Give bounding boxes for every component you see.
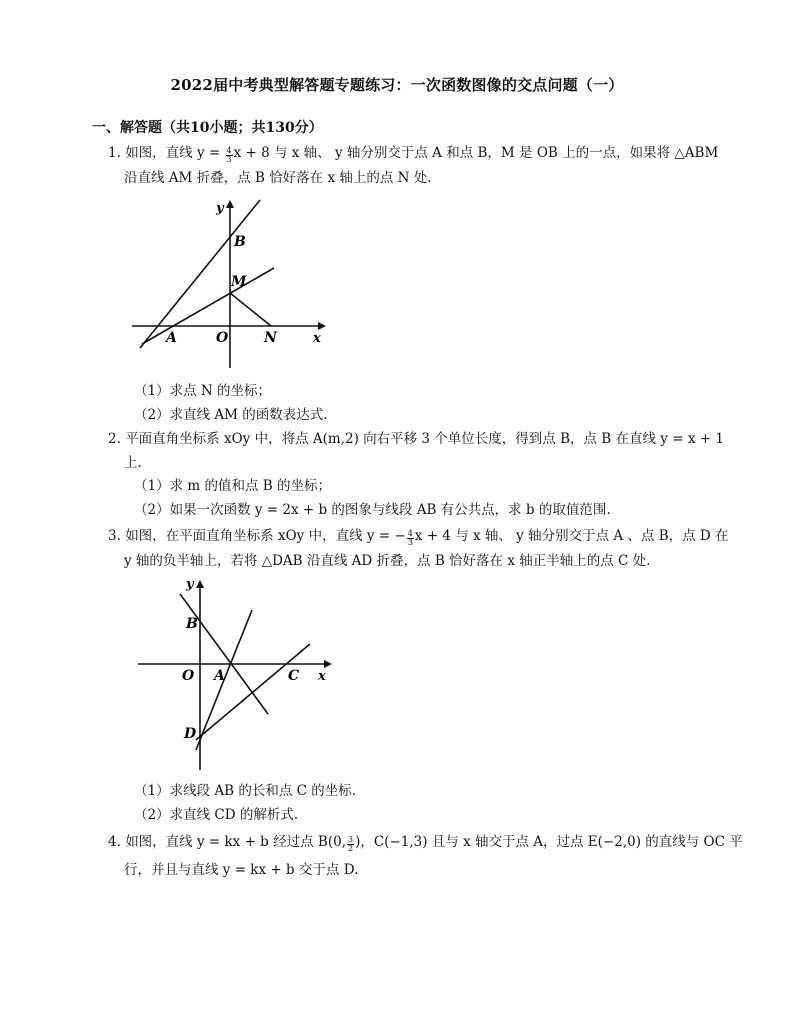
q3-line-1 [108,526,729,547]
q1-line-AM [142,268,274,344]
q1-sub-2: （2）求直线 AM 的函数表达式. [134,407,328,423]
q1-x-arrow [318,322,326,330]
section-heading: 一、解答题（共10小题；共130分） [92,120,323,136]
q3-text-a: 如图，在平面直角坐标系 xOy 中，直线 y = − [125,528,406,544]
q2-text-1: 平面直角坐标系 xOy 中，将点 A(m,2) 向右平移 3 个单位长度，得到点 B，点 B 在直线 y = x + 1 [125,431,724,447]
q4-frac-num: 3 [347,835,354,844]
q4-fraction [347,836,354,853]
q4-number: 4. [108,834,121,850]
q1-label-x: x [313,331,321,346]
q1-label-M: M [231,274,247,290]
q3-label-x: x [318,669,326,684]
q3-label-C: C [288,668,300,684]
q1-label-y: y [216,201,224,216]
q3-number: 3. [108,528,121,544]
q3-y-arrow [196,580,204,588]
q2-line-2: 上. [124,455,142,471]
q1-label-O: O [216,330,229,346]
q2-sub-2: （2）如果一次函数 y = 2x + b 的图象与线段 AB 有公共点，求 b 的取值范围. [134,502,611,518]
q3-label-A: A [214,668,225,684]
q1-fraction [226,147,233,164]
page-title: 2022届中考典型解答题专题练习：一次函数图像的交点问题（一） [170,76,624,94]
q2-sub-1: （1）求 m 的值和点 B 的坐标； [134,478,331,494]
q4-line-2: 行，并且与直线 y = kx + b 交于点 D. [124,862,359,878]
q3-label-D: D [184,726,197,742]
q3-text-b: x + 4 与 x 轴、 y 轴分别交于点 A 、点 B，点 D 在 [414,528,729,544]
q1-text-b: x + 8 与 x 轴、 y 轴分别交于点 A 和点 B，M 是 OB 上的一点，如果将 △ABM [233,145,719,161]
q1-line-2: 沿直线 AM 折叠，点 B 恰好落在 x 轴上的点 N 处. [124,170,432,186]
q2-line-1 [108,429,724,449]
q1-number: 1. [108,145,121,161]
q4-text-b: )，C(−1,3) 且与 x 轴交于点 A，过点 E(−2,0) 的直线与 OC 平 [355,834,743,850]
q3-line-2: y 轴的负半轴上，若将 △DAB 沿直线 AD 折叠，点 B 恰好落在 x 轴正半轴上的点 C 处. [124,553,651,569]
q4-frac-den: 2 [347,844,354,853]
q3-fraction [407,530,414,547]
q1-frac-den: 3 [226,155,232,164]
q4-text-a: 如图，直线 y = kx + b 经过点 B(0, [125,834,346,850]
q1-label-A: A [166,330,177,346]
q2-number: 2. [108,431,121,447]
q1-label-N: N [264,330,277,346]
q3-label-O: O [182,668,195,684]
q1-text-a: 如图，直线 y = [125,145,225,161]
q3-x-arrow [324,660,332,668]
q3-sub-2: （2）求直线 CD 的解析式. [134,807,299,823]
q1-label-B: B [234,234,246,250]
q3-label-y: y [186,577,194,592]
q3-sub-1: （1）求线段 AB 的长和点 C 的坐标. [134,783,357,799]
q1-line-1 [108,143,718,164]
q4-line-1 [108,832,743,853]
q3-figure [134,574,334,774]
q1-segment-MN [230,293,271,326]
q3-line-CD [196,644,310,740]
q1-figure [128,196,328,376]
q3-label-B: B [186,616,198,632]
q3-frac-num: 4 [407,529,413,538]
q1-frac-num: 4 [226,146,232,155]
q1-sub-1: （1）求点 N 的坐标； [134,383,271,399]
q1-y-arrow [226,200,234,208]
q3-line-AB [180,594,268,714]
q3-frac-den: 3 [407,538,413,547]
